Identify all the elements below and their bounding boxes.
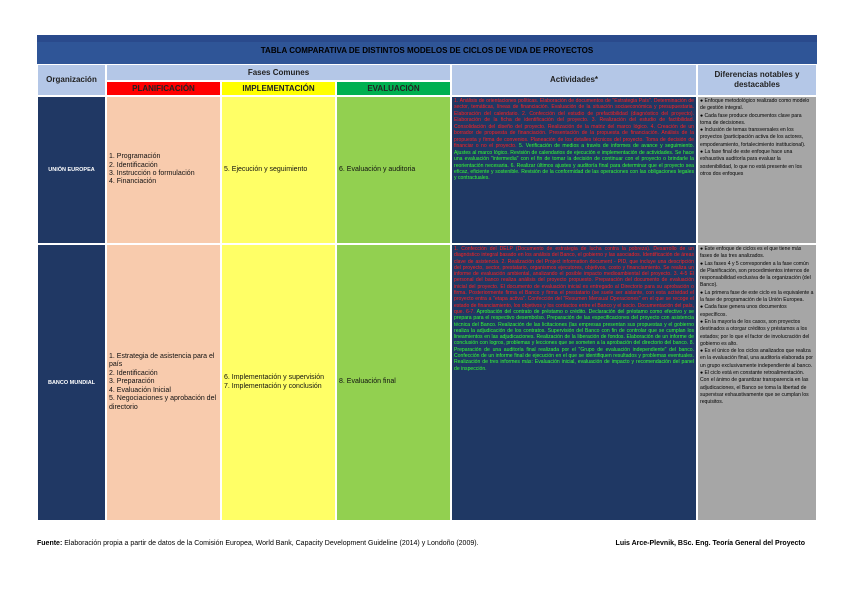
row-org-union-europea: UNIÓN EUROPEA xyxy=(37,96,106,244)
row2-implementacion: 6. Implementación y supervisión 7. Implementación y conclusión xyxy=(221,244,336,521)
row1-actividades xyxy=(451,96,697,244)
footer-source-text: Elaboración propia a partir de datos de la Comisión Europea, World Bank, Capacity Development Guideline (2014) y Londoño (2009). xyxy=(64,540,479,547)
header-planificacion: PLANIFICACIÓN xyxy=(106,81,221,96)
row2-actividades xyxy=(451,244,697,521)
row1-evaluacion: 6. Evaluación y auditoria xyxy=(336,96,451,244)
row1-actividades-ejecucion: 5. Verificación de medios a través de informes de avance y seguimiento. Ajustes al marco lógico. Revisión de calendarios de ejecución e implementación de actividades. Se hace una evaluación "intermedia" con el fin de tomar la decisión de continuar con el proyecto o brindarle la reorientación necesaria. 6. Realizar últimos ajustes y auditoría final para determinar que el proyecto sea eficaz, eficiente y sostenible. Revisión de la conformidad de las operaciones con las obligaciones legales y contractuales. xyxy=(454,143,694,182)
header-evaluacion: EVALUACIÓN xyxy=(336,81,451,96)
row-org-banco-mundial: BANCO MUNDIAL xyxy=(37,244,106,521)
footer-source xyxy=(37,540,479,547)
row1-planificacion: 1. Programación 2. Identificación 3. Instrucción o formulación 4. Financiación xyxy=(106,96,221,244)
comparison-table xyxy=(37,35,817,521)
table-title: TABLA COMPARATIVA DE DISTINTOS MODELOS DE CICLOS DE VIDA DE PROYECTOS xyxy=(37,42,817,64)
row1-actividades-planificacion: 1. Análisis de orientaciones políticas. Elaboración de documentos de "Estrategia País". Determinación de sector, temáticas, líneas de financiación. Evaluación de la situación sociaeconómica y presupuestaria. Elaboración del calendario. 2. Confección del estudio de prefactibilidad (diagnóstico del proyecto). Elaboración de la ficha de identificación del proyecto. 3. Realización del estudio de factibilidad. Consolidación del diseño del proyecto. Realización de la matriz del marco lógico. 4. Creación de un borrador de propuesta de financiación. Presentación de la propuesta de financiación. Análisis de la propuesta y firma de convenios. Planeación de los detalles técnicos del proyecto. Toma de decisión de financiar o no el proyecto. xyxy=(454,98,694,150)
header-implementacion: IMPLEMENTACIÓN xyxy=(221,81,336,96)
row1-diferencias: ● Enfoque metodológico realizado como modelo de gestión integral. ● Cada fase produce documentos clave para toma de decisiones. ● Inclusión de temas transversales en los proyectos (participación activa de los actores, empoderamiento, fortalecimiento institucional). ● La fase final de este enfoque hace una exhaustiva auditoría para evaluar la sostenibilidad, lo que no está presente en los otros dos enfoques xyxy=(697,96,817,244)
row2-actividades-ejecucion: Aprobación del contrato de préstamo o crédito. Declaración del préstamo como efectivo y se prepara para el respectivo desembolso. Preparación de las especificaciones del proyecto con asistencia técnica del Banco. Realización de las licitaciones (las empresas presentan sus propuestas y el gobierno realiza la adjudicación de los contratos. Supervisión del Banco con fin de controlar que se cumplan los lineamientos en las adjudicaciones. Realización de la liberación de fondos. Elaboración de un informe de conclusión con logros, problemas y lecciones que se someten a la aprobación del directorio del banco. 8. Preparación de una auditoría final realizada por el "Grupo de evaluación independiente" del banco. Confección de un informe final de ejecución en el que se identifiquen resultados y problemas eventuales. Realización de tres informes más: Evaluación inicial, evaluación de impacto y recomendación del panel de inspección. xyxy=(454,308,694,372)
row2-diferencias: ● Este enfoque de ciclos es el que tiene más fases de las tres analizados. ● Las fases 4 y 5 corresponden a la fase común de Planificación, son procedimientos internos de responsabilidad exclusiva de la organización (del Banco). ● La primera fase de este ciclo es la equivalente a la fase de programación de la Unión Europea. ● Cada fase genera unos documentos específicos. ● En la mayoría de los casos, son proyectos destinados a otorgar créditos y préstamos a los estados; por lo que el factor de involucración del gobierno es alto. ● Es el único de los ciclos analizados que realiza en la evaluación final, una auditoría elaborada por un grupo exclusivamente independiente al banco. ● El ciclo está en constante retroalimentación. Con el ánimo de garantizar transparencia en las adjudicaciones, el Banco se toma la libertad de supervisar exhaustivamente que se cumplan los requisitos. xyxy=(697,244,817,521)
row2-planificacion: 1. Estrategia de asistencia para el país 2. Identificación 3. Preparación 4. Evaluación Inicial 5. Negociaciones y aprobación del directorio xyxy=(106,244,221,521)
header-actividades: Actividades* xyxy=(451,64,697,96)
table-top-bar xyxy=(37,35,817,42)
row2-actividades-planificacion: 1. Confección del DELP (Documento de estrategia de lucha contra la pobreza). Desarrollo de un diagnóstico integral basado en los análisis del Banco, el gobierno y las asociados. Identificación de áreas clave de asistencia. 2. Realización del Project information document - PID, que incluye una descripción del proyecto, sector, prestatario, organismos ejecutores, objetivos, costo y financiamiento. Se realiza un informe de evaluación ambiental, analizando el posible impacto medioambiental del proyecto. 3. 4-5 El personal del banco realiza análisis del proyecto propuesto. Preparación del documento de evaluación inicial del proyecto. El documento de evaluación inicial es entregado al Directorio para su aprobación o firma. Posteriormente firma el Banco y firma el prestatario (se suele ser aislante, con esta actividad el proyecto entra a "etapa activa". Confección del "Resumen Mensual Operaciones" en el que se recoge el estado de financiamiento, los objetivos y los contactos entre el Banco y el socio. Documentación del país, que. 6-7. xyxy=(454,246,694,315)
footer-author: Luis Arce-Plevnik, BSc. Eng. Teoría General del Proyecto xyxy=(615,540,805,547)
row2-evaluacion: 8. Evaluación final xyxy=(336,244,451,521)
footer-source-label: Fuente: xyxy=(37,540,63,547)
header-organizacion: Organización xyxy=(37,64,106,96)
header-fases-comunes: Fases Comunes xyxy=(106,64,451,81)
row1-implementacion: 5. Ejecución y seguimiento xyxy=(221,96,336,244)
header-diferencias: Diferencias notables y destacables xyxy=(697,64,817,96)
